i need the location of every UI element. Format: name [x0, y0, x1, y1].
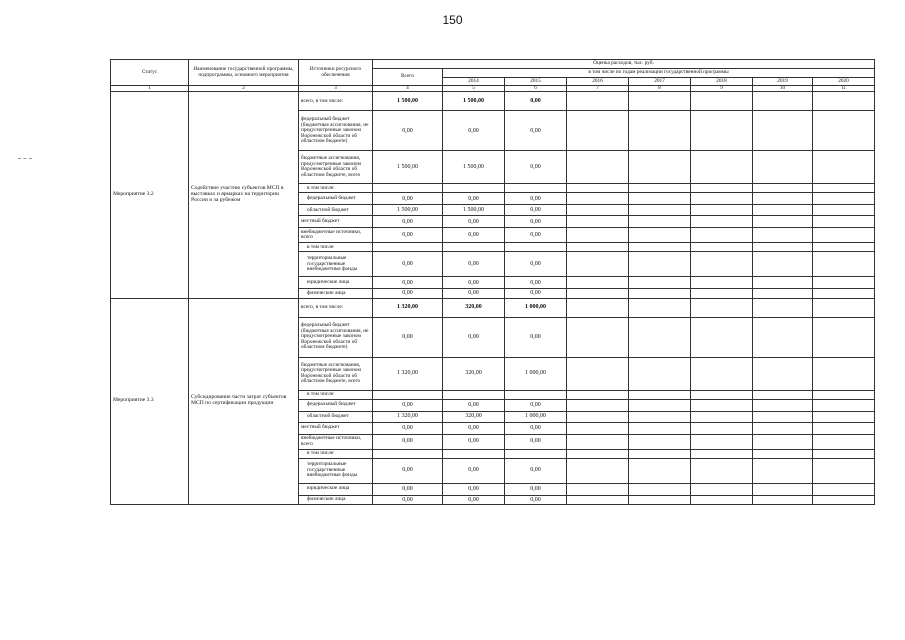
- value-total: [373, 184, 443, 193]
- funding-source: юридические лица: [299, 277, 373, 289]
- value-total: [373, 449, 443, 458]
- funding-source: физические лица: [299, 289, 373, 298]
- value-year: [567, 483, 629, 495]
- value-year: [753, 228, 813, 243]
- event-name: Содействие участию субъектов МСП в выставках и ярмарках на территории России и за рубежом: [189, 92, 299, 298]
- value-year: [629, 317, 691, 357]
- value-year: [629, 289, 691, 298]
- value-total: [373, 390, 443, 399]
- value-year: [505, 243, 567, 252]
- value-year: [629, 422, 691, 434]
- value-year: 0,00: [505, 399, 567, 411]
- value-year: 0,00: [443, 434, 505, 449]
- funding-source: в том числе:: [299, 449, 373, 458]
- value-year: [567, 458, 629, 483]
- value-total: 0,00: [373, 458, 443, 483]
- value-year: [753, 357, 813, 390]
- value-year: [753, 92, 813, 111]
- value-total: 1 320,00: [373, 298, 443, 317]
- value-year: [753, 205, 813, 216]
- value-year: [567, 184, 629, 193]
- value-year: [567, 495, 629, 504]
- header-by-years: в том числе по годам реализации государственной программы: [443, 69, 875, 78]
- value-total: 0,00: [373, 216, 443, 228]
- funding-source: всего, в том числе:: [299, 298, 373, 317]
- value-total: 0,00: [373, 422, 443, 434]
- value-year: [813, 151, 875, 184]
- value-year: [691, 111, 753, 151]
- value-year: [691, 411, 753, 422]
- value-year: 320,00: [443, 357, 505, 390]
- value-year: [629, 411, 691, 422]
- value-total: [373, 243, 443, 252]
- value-year: [691, 151, 753, 184]
- value-year: [813, 357, 875, 390]
- value-year: 0,00: [505, 317, 567, 357]
- value-year: [691, 92, 753, 111]
- value-year: [629, 111, 691, 151]
- value-year: [753, 458, 813, 483]
- value-total: 1 320,00: [373, 357, 443, 390]
- funding-source: физические лица: [299, 495, 373, 504]
- value-year: [691, 317, 753, 357]
- value-total: 0,00: [373, 111, 443, 151]
- value-year: [691, 277, 753, 289]
- value-year: [813, 422, 875, 434]
- value-year: [691, 252, 753, 277]
- value-year: [443, 449, 505, 458]
- table-row: [111, 298, 875, 317]
- value-year: [753, 399, 813, 411]
- value-year: 0,00: [505, 277, 567, 289]
- value-year: 0,00: [505, 151, 567, 184]
- column-number: 8: [629, 86, 691, 92]
- value-year: 0,00: [443, 252, 505, 277]
- value-year: [691, 298, 753, 317]
- value-year: [629, 151, 691, 184]
- value-year: [629, 277, 691, 289]
- value-year: [567, 357, 629, 390]
- value-total: 0,00: [373, 399, 443, 411]
- value-year: [629, 252, 691, 277]
- value-year: [629, 228, 691, 243]
- header-year: 2016: [567, 77, 629, 86]
- value-year: [753, 289, 813, 298]
- value-year: [813, 449, 875, 458]
- value-year: [753, 216, 813, 228]
- column-number: 1: [111, 86, 189, 92]
- value-year: [753, 422, 813, 434]
- value-total: 1 500,00: [373, 92, 443, 111]
- event-status: Мероприятие 3.3: [111, 298, 189, 504]
- column-number: 11: [813, 86, 875, 92]
- value-year: [813, 193, 875, 205]
- value-year: [753, 184, 813, 193]
- value-year: [629, 216, 691, 228]
- value-year: [753, 411, 813, 422]
- value-year: [443, 184, 505, 193]
- value-year: [813, 243, 875, 252]
- value-year: [813, 434, 875, 449]
- value-year: 0,00: [505, 483, 567, 495]
- column-number: 10: [753, 86, 813, 92]
- value-total: 0,00: [373, 495, 443, 504]
- value-year: 0,00: [443, 228, 505, 243]
- value-year: [691, 495, 753, 504]
- funding-source: в том числе:: [299, 390, 373, 399]
- value-year: [753, 111, 813, 151]
- value-year: [813, 458, 875, 483]
- value-year: [691, 422, 753, 434]
- value-year: [813, 483, 875, 495]
- value-year: 0,00: [505, 92, 567, 111]
- value-year: [505, 449, 567, 458]
- page-number: 150: [442, 13, 463, 27]
- value-year: [691, 483, 753, 495]
- value-year: [813, 495, 875, 504]
- value-year: [629, 495, 691, 504]
- value-year: [813, 111, 875, 151]
- value-year: 0,00: [505, 289, 567, 298]
- value-year: 0,00: [443, 277, 505, 289]
- value-year: [691, 184, 753, 193]
- value-year: [629, 92, 691, 111]
- funding-source: федеральный бюджет (бюджетные ассигнования, не предусмотренные законом Воронежской области об областном бюджете): [299, 317, 373, 357]
- value-year: 0,00: [443, 289, 505, 298]
- value-year: 0,00: [505, 111, 567, 151]
- header-total: Всего: [373, 69, 443, 86]
- value-year: [629, 458, 691, 483]
- column-number: 5: [443, 86, 505, 92]
- value-year: 0,00: [443, 111, 505, 151]
- funding-source: территориальные государственные внебюджетные фонды: [299, 458, 373, 483]
- value-year: [691, 216, 753, 228]
- value-year: [753, 434, 813, 449]
- value-year: [567, 228, 629, 243]
- value-year: [567, 277, 629, 289]
- value-year: [813, 289, 875, 298]
- value-total: 0,00: [373, 317, 443, 357]
- value-year: [567, 298, 629, 317]
- value-year: 320,00: [443, 411, 505, 422]
- funding-source: местный бюджет: [299, 422, 373, 434]
- value-total: 0,00: [373, 289, 443, 298]
- value-year: 1 500,00: [443, 92, 505, 111]
- value-year: 0,00: [443, 317, 505, 357]
- value-year: [629, 193, 691, 205]
- value-year: [813, 228, 875, 243]
- budget-table: [110, 59, 875, 505]
- value-year: [567, 243, 629, 252]
- table-row: [111, 92, 875, 111]
- header-year: 2015: [505, 77, 567, 86]
- value-year: 0,00: [443, 483, 505, 495]
- value-total: 1 320,00: [373, 411, 443, 422]
- value-year: [629, 357, 691, 390]
- value-year: [691, 390, 753, 399]
- value-year: [813, 252, 875, 277]
- value-year: [691, 458, 753, 483]
- value-year: [691, 193, 753, 205]
- value-year: [813, 399, 875, 411]
- event-status: Мероприятие 3.2: [111, 92, 189, 298]
- value-year: [753, 277, 813, 289]
- value-year: [753, 449, 813, 458]
- value-year: 0,00: [505, 216, 567, 228]
- funding-source: местный бюджет: [299, 216, 373, 228]
- value-year: 1 000,00: [505, 411, 567, 422]
- value-year: [753, 495, 813, 504]
- value-year: [567, 92, 629, 111]
- value-year: [813, 317, 875, 357]
- value-year: 0,00: [443, 216, 505, 228]
- value-year: [691, 243, 753, 252]
- value-year: 0,00: [443, 495, 505, 504]
- value-total: 0,00: [373, 228, 443, 243]
- value-year: [567, 399, 629, 411]
- value-year: [629, 390, 691, 399]
- value-year: [629, 184, 691, 193]
- value-year: 1 000,00: [505, 357, 567, 390]
- value-total: 0,00: [373, 434, 443, 449]
- value-year: [813, 184, 875, 193]
- value-year: [813, 205, 875, 216]
- value-year: [629, 298, 691, 317]
- table-body: [111, 92, 875, 505]
- value-year: [813, 277, 875, 289]
- value-year: [691, 434, 753, 449]
- header-source: Источники ресурсного обеспечения: [299, 60, 373, 86]
- value-year: [813, 411, 875, 422]
- column-number: 9: [691, 86, 753, 92]
- funding-source: федеральный бюджет (бюджетные ассигнования, не предусмотренные законом Воронежской области об областном бюджете): [299, 111, 373, 151]
- event-name: Субсидирование части затрат субъектов МСП по сертификации продукции: [189, 298, 299, 504]
- funding-source: федеральный бюджет: [299, 193, 373, 205]
- header-year: 2019: [753, 77, 813, 86]
- value-year: [505, 184, 567, 193]
- value-year: 0,00: [443, 422, 505, 434]
- funding-source: бюджетные ассигнования, предусмотренные законом Воронежской области об областном бюджете, всего: [299, 357, 373, 390]
- header-name: Наименование государственной программы, подпрограммы, основного мероприятия: [189, 60, 299, 86]
- value-year: 0,00: [505, 434, 567, 449]
- column-number: 4: [373, 86, 443, 92]
- value-year: 0,00: [505, 193, 567, 205]
- value-year: [567, 289, 629, 298]
- value-year: [567, 111, 629, 151]
- column-number: 2: [189, 86, 299, 92]
- value-year: 0,00: [505, 252, 567, 277]
- value-year: [567, 411, 629, 422]
- value-year: 0,00: [443, 193, 505, 205]
- funding-source: в том числе:: [299, 184, 373, 193]
- value-total: 1 500,00: [373, 151, 443, 184]
- header-year: 2018: [691, 77, 753, 86]
- value-year: [505, 390, 567, 399]
- value-year: 1 000,00: [505, 298, 567, 317]
- funding-source: областной бюджет: [299, 205, 373, 216]
- value-year: 0,00: [505, 458, 567, 483]
- value-year: [753, 390, 813, 399]
- value-year: [567, 205, 629, 216]
- funding-source: в том числе:: [299, 243, 373, 252]
- funding-source: юридические лица: [299, 483, 373, 495]
- value-year: [629, 243, 691, 252]
- value-year: [629, 205, 691, 216]
- value-year: [567, 449, 629, 458]
- value-year: [567, 422, 629, 434]
- funding-source: внебюджетные источники, всего: [299, 228, 373, 243]
- value-year: [691, 357, 753, 390]
- value-year: [629, 483, 691, 495]
- value-year: 0,00: [505, 205, 567, 216]
- value-year: [567, 434, 629, 449]
- value-year: [813, 298, 875, 317]
- value-year: 0,00: [505, 495, 567, 504]
- value-year: [813, 92, 875, 111]
- value-year: [691, 449, 753, 458]
- funding-source: бюджетные ассигнования, предусмотренные законом Воронежской области об областном бюджете, всего: [299, 151, 373, 184]
- header-year: 2014: [443, 77, 505, 86]
- value-year: 0,00: [505, 422, 567, 434]
- value-total: 1 500,00: [373, 205, 443, 216]
- value-total: 0,00: [373, 483, 443, 495]
- funding-source: территориальные государственные внебюджетные фонды: [299, 252, 373, 277]
- value-year: [753, 483, 813, 495]
- value-year: [629, 399, 691, 411]
- value-year: [629, 449, 691, 458]
- value-year: 1 500,00: [443, 205, 505, 216]
- value-year: 0,00: [443, 458, 505, 483]
- funding-source: внебюджетные источники, всего: [299, 434, 373, 449]
- value-year: [443, 390, 505, 399]
- column-number: 3: [299, 86, 373, 92]
- funding-source: всего, в том числе:: [299, 92, 373, 111]
- column-number: 7: [567, 86, 629, 92]
- value-year: [753, 252, 813, 277]
- value-year: [753, 193, 813, 205]
- value-year: [691, 205, 753, 216]
- value-total: 0,00: [373, 277, 443, 289]
- value-year: 0,00: [505, 228, 567, 243]
- header-estimate: Оценка расходов, тыс. руб.: [373, 60, 875, 69]
- value-year: [753, 298, 813, 317]
- value-year: 320,00: [443, 298, 505, 317]
- value-year: [813, 216, 875, 228]
- header-year: 2020: [813, 77, 875, 86]
- value-year: [567, 216, 629, 228]
- value-year: [567, 193, 629, 205]
- value-year: [443, 243, 505, 252]
- value-total: 0,00: [373, 252, 443, 277]
- column-number: 6: [505, 86, 567, 92]
- value-year: [691, 228, 753, 243]
- value-year: [813, 390, 875, 399]
- value-year: [629, 434, 691, 449]
- value-year: 1 500,00: [443, 151, 505, 184]
- value-year: [753, 243, 813, 252]
- value-year: [691, 399, 753, 411]
- scan-margin-mark: [18, 158, 32, 159]
- value-year: [567, 317, 629, 357]
- header-status: Статус: [111, 60, 189, 86]
- value-year: [753, 317, 813, 357]
- value-total: 0,00: [373, 193, 443, 205]
- value-year: [567, 390, 629, 399]
- value-year: [691, 289, 753, 298]
- funding-source: федеральный бюджет: [299, 399, 373, 411]
- value-year: 0,00: [443, 399, 505, 411]
- funding-source: областной бюджет: [299, 411, 373, 422]
- value-year: [567, 252, 629, 277]
- header-year: 2017: [629, 77, 691, 86]
- value-year: [567, 151, 629, 184]
- value-year: [753, 151, 813, 184]
